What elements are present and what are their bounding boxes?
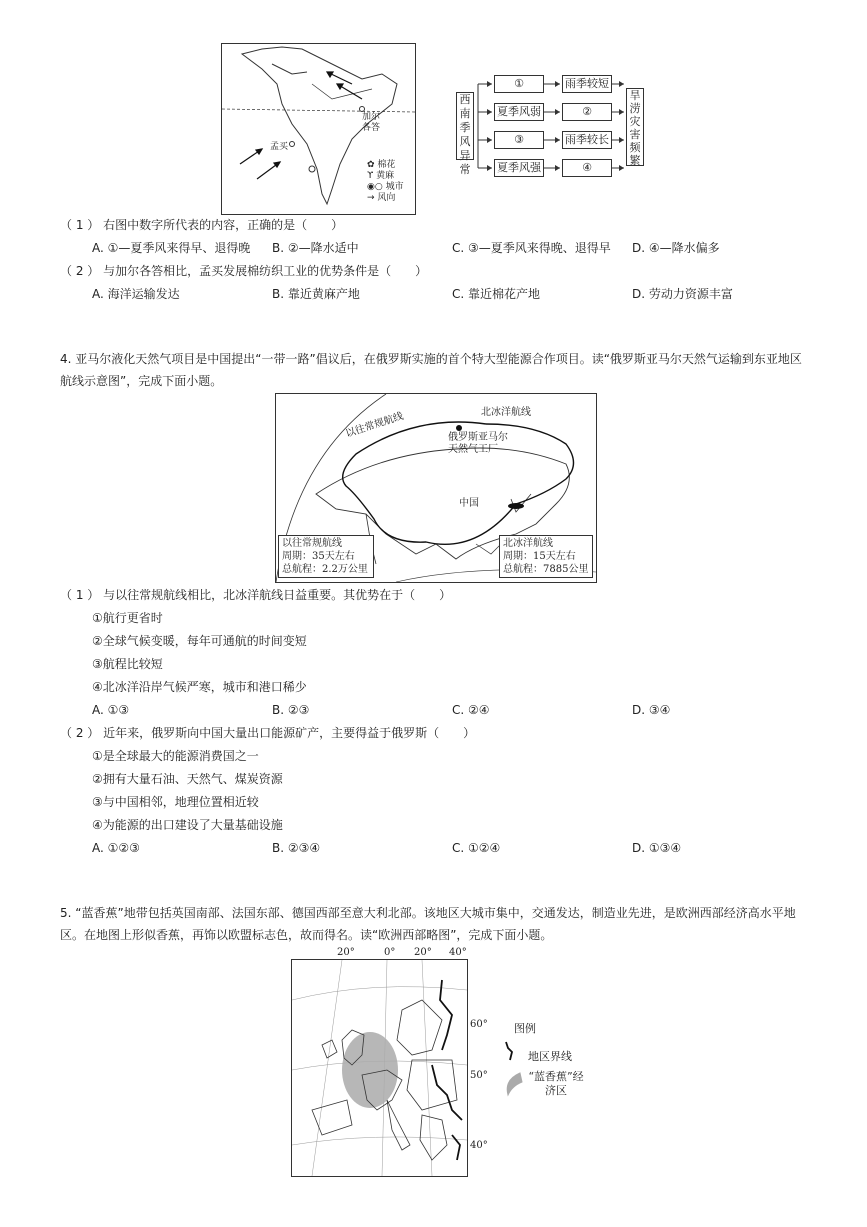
q4-sub1-item-3: ③航程比较短 [92,657,163,671]
lon-label-0: 0° [384,947,396,958]
city-label-kolkata: 加尔各答 [362,112,381,133]
q4-sub1-option-c[interactable]: C. ②④ [452,703,490,717]
info-old-line-1: 以往常规航线 [282,538,342,549]
legend-wind: 风向 [377,193,396,203]
info-north-line-1: 北冰洋航线 [503,538,553,549]
europe-map-legend [498,1020,598,1130]
info-box-old-route [278,535,374,578]
q4-sub2-option-a[interactable]: A. ①②③ [92,841,140,855]
lon-label-20w: 20° [337,947,355,958]
city-label-mumbai: 孟买 [270,142,289,152]
lat-label-50: 50° [470,1070,488,1081]
legend-title: 图例 [514,1022,536,1035]
q3-sub2-option-c[interactable]: C. 靠近棉花产地 [452,287,541,301]
flow-box-4: 夏季风强 [494,159,544,177]
q4-sub2-item-3: ③与中国相邻，地理位置相近较 [92,795,259,809]
q3-sub1-option-c[interactable]: C. ③—夏季风来得晚、退得早 [452,241,611,255]
banana-icon [507,1073,522,1095]
monsoon-flowchart [452,68,652,186]
west-europe-map [291,959,468,1177]
q4-sub1-item-4: ④北冰洋沿岸气候严寒，城市和港口稀少 [92,680,307,694]
border-line-icon [506,1042,512,1060]
q4-sub2-option-c[interactable]: C. ①②④ [452,841,501,855]
flow-mid-box-1: 雨季较短 [562,75,612,93]
flow-left-label: 西南季风异常 [456,92,474,160]
lon-label-40e: 40° [449,947,467,958]
q4-sub1-option-a[interactable]: A. ①③ [92,703,130,717]
q3-sub1-option-b[interactable]: B. ②—降水适中 [272,241,359,255]
q3-sub2-option-a[interactable]: A. 海洋运输发达 [92,287,180,301]
lon-label-20e: 20° [414,947,432,958]
legend-banana: “蓝香蕉”经济区 [528,1070,584,1097]
india-map [221,43,416,215]
lat-label-40: 40° [470,1140,488,1151]
lat-label-60: 60° [470,1019,488,1030]
info-north-line-3: 总航程：7885公里 [503,564,589,575]
q3-sub1-option-d[interactable]: D. ④—降水偏多 [632,241,720,255]
q4-sub2-item-4: ④为能源的出口建设了大量基础设施 [92,818,283,832]
legend-city: 城市 [385,182,404,192]
flow-mid-box-2: ② [562,103,612,121]
q3-sub1-option-a[interactable]: A. ①—夏季风来得早、退得晚 [92,241,251,255]
legend-cotton: 棉花 [377,160,396,170]
wind-arrow-icon: → [367,193,375,203]
flow-box-1: ① [494,75,544,93]
q4-sub2-option-b[interactable]: B. ②③④ [272,841,321,855]
q3-sub2-option-b[interactable]: B. 靠近黄麻产地 [272,287,360,301]
flow-right-label: 旱涝灾害频繁 [626,88,644,166]
q4-intro: 4. 亚马尔液化天然气项目是中国提出“一带一路”倡议后，在俄罗斯实施的首个特大型能源合作项目。读“俄罗斯亚马尔天然气运输到东亚地区航线示意图”，完成下面小题。 [60,352,802,388]
label-route-old: 以往常规航线 [344,410,405,440]
label-yamal-plant: 俄罗斯亚马尔天然气工厂 [448,432,508,455]
q4-sub1-stem: （ 1 ） 与以往常规航线相比，北冰洋航线日益重要。其优势在于（ ） [60,588,452,602]
q4-sub1-option-d[interactable]: D. ③④ [632,703,671,717]
arctic-route-map [275,393,597,583]
q3-sub2-option-d[interactable]: D. 劳动力资源丰富 [632,287,733,301]
jute-icon: ϒ [367,171,374,181]
q4-sub2-option-d[interactable]: D. ①③④ [632,841,682,855]
info-old-line-2: 周期：35天左右 [282,551,355,562]
label-china: 中国 [459,498,479,509]
legend-jute: 黄麻 [376,171,395,181]
cotton-icon: ✿ [367,160,375,170]
info-box-north-route [499,535,593,578]
q4-sub1-item-1: ①航行更省时 [92,611,163,625]
label-route-north: 北冰洋航线 [481,407,531,418]
flow-mid-box-3: 雨季较长 [562,131,612,149]
q3-sub1-stem: （ 1 ） 右图中数字所代表的内容，正确的是（ ） [60,218,344,232]
flow-box-2: 夏季风弱 [494,103,544,121]
q4-sub1-item-2: ②全球气候变暖，每年可通航的时间变短 [92,634,307,648]
q4-sub2-stem: （ 2 ） 近年来，俄罗斯向中国大量出口能源矿产，主要得益于俄罗斯（ ） [60,726,476,740]
q4-sub2-item-2: ②拥有大量石油、天然气、煤炭资源 [92,772,283,786]
city-icon: ◉○ [367,182,383,192]
flow-mid-box-4: ④ [562,159,612,177]
q3-sub2-stem: （ 2 ） 与加尔各答相比，孟买发展棉纺织工业的优势条件是（ ） [60,264,428,278]
q5-intro: 5. “蓝香蕉”地带包括英国南部、法国东部、德国西部至意大利北部。该地区大城市集中，交通发达，制造业先进，是欧洲西部经济高水平地区。在地图上形似香蕉，再饰以欧盟标志色，故而得名。读“欧洲西部略图”，完成下面小题。 [60,906,796,942]
legend-border: 地区界线 [528,1050,572,1063]
flow-box-3: ③ [494,131,544,149]
info-north-line-2: 周期：15天左右 [503,551,576,562]
india-map-legend [367,160,413,204]
q4-sub2-item-1: ①是全球最大的能源消费国之一 [92,749,259,763]
info-old-line-3: 总航程：2.2万公里 [282,564,368,575]
q4-sub1-option-b[interactable]: B. ②③ [272,703,310,717]
